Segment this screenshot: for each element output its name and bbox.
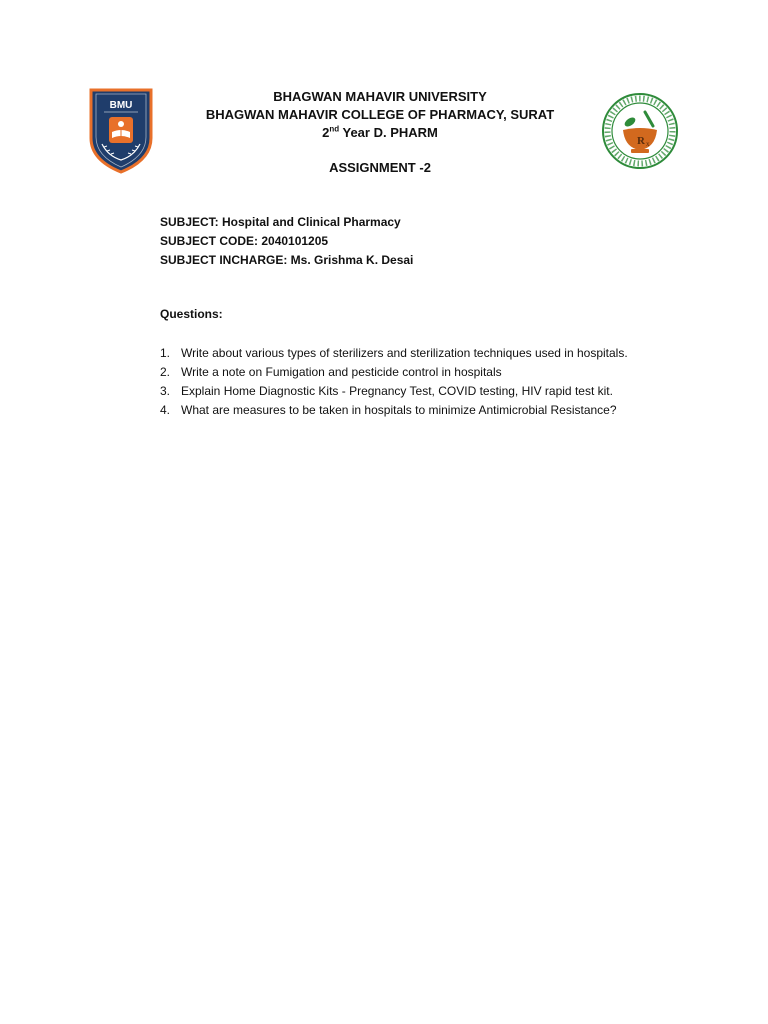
year-course: Year D. PHARM [339,125,438,140]
svg-text:x: x [646,140,650,148]
subject-info [160,213,413,270]
list-item [160,363,628,382]
bmu-logo-text: BMU [109,100,133,111]
question-number: 1. [160,346,171,360]
question-number: 2. [160,365,171,379]
document-header [160,88,600,142]
questions-heading: Questions: [160,307,223,321]
question-text: Write a note on Fumigation and pesticide control in hospitals [181,365,502,379]
subject-name: SUBJECT: Hospital and Clinical Pharmacy [160,215,401,229]
list-item [160,382,628,401]
question-text: What are measures to be taken in hospitals to minimize Antimicrobial Resistance? [181,403,617,417]
question-number: 3. [160,384,171,398]
university-name: BHAGWAN MAHAVIR UNIVERSITY [273,89,487,104]
year-suffix: nd [329,124,340,134]
question-text: Write about various types of sterilizers and sterilization techniques used in hospitals. [181,346,628,360]
year-number: 2 [322,125,330,140]
list-item [160,344,628,363]
college-name: BHAGWAN MAHAVIR COLLEGE OF PHARMACY, SURAT [205,107,555,122]
question-number: 4. [160,403,171,417]
svg-text:R: R [637,135,645,147]
bmu-crest-icon [88,86,154,174]
assignment-title: ASSIGNMENT -2 [329,160,431,175]
subject-code: SUBJECT CODE: 2040101205 [160,234,329,248]
question-text: Explain Home Diagnostic Kits - Pregnancy Test, COVID testing, HIV rapid test kit. [181,384,613,398]
pharmacy-college-seal-icon [601,92,679,170]
questions-list [160,344,628,420]
subject-incharge: SUBJECT INCHARGE: Ms. Grishma K. Desai [160,253,414,267]
course-year [160,124,600,142]
list-item [160,401,628,420]
